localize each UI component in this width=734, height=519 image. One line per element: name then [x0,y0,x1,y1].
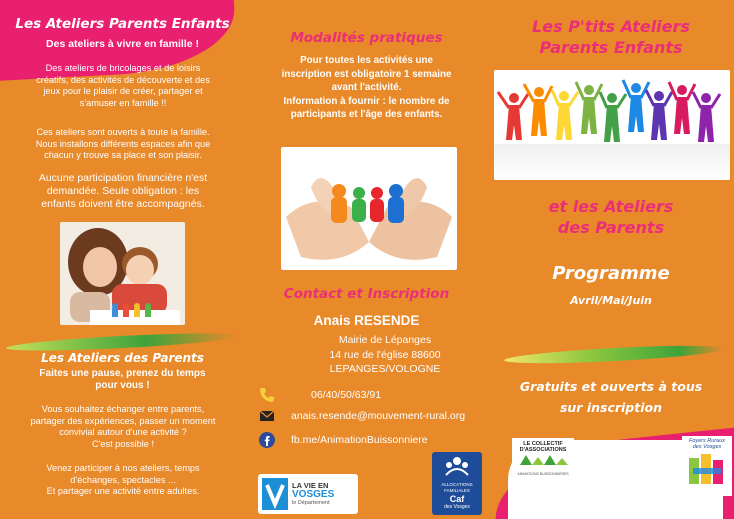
text-line: partager des expériences, passer un moment [30,415,216,426]
practical-info [251,54,482,122]
collectif-line3: ANIMATIONS BUISSONNIÈRES [517,472,569,476]
parents-section-subtitle [0,368,245,392]
contact-title: Contact et Inscription [283,286,450,302]
text-line: Des ateliers de bricolages et de loisirs [45,63,201,73]
free-participation-paragraph [12,172,234,211]
hands-clay-figures-photo [281,147,457,270]
text-line: pour vous ! [95,380,150,391]
text-line: s'amuser en famille !! [79,97,167,108]
facebook-row [259,432,479,448]
text-line: des Parents [557,218,665,237]
collectif-logo [512,438,574,490]
foyers-colored-blocks-icon [687,450,727,486]
foyers-line1: Foyers Ruraux [688,438,726,444]
text-line: convivial autour d'une activité ? [59,427,187,437]
text-line: Venez participer à nos ateliers, temps [46,463,200,473]
text-line: C'est possible ! [91,438,154,449]
text-line: Pour toutes les activités une [300,55,433,66]
mother-child-photo [60,222,185,325]
partners-list [574,440,678,481]
caf-logo [432,452,482,515]
contact-address [295,333,475,377]
text-line: LEPANGES/VOLOGNE [329,363,441,375]
text-line: Les P'tits Ateliers [532,17,690,36]
text-line: Gratuits et ouverts à tous [519,379,703,394]
panel-left [0,0,245,519]
vosges-line2: VOSGES [292,488,335,500]
text-line: chacun y trouve sa place et son plaisir. [44,150,202,160]
contact-name: Anais RESENDE [313,313,420,328]
text-line: avant l'activité. [331,82,402,93]
facebook-link[interactable]: fb.me/AnimationBuissonniere [291,434,428,446]
text-line: Faites une pause, prenez du temps [39,368,206,379]
text-line: créatifs, des activités de découverte et des [36,74,210,85]
partner-line: LE COLLECTIF D'ASSOCIATIONS [580,441,672,447]
facebook-icon [259,432,275,448]
partner-line: ANIMATIONS BUISSONNIERES [583,450,669,456]
cover-title [488,16,734,58]
free-open-text [488,376,734,418]
foyers-ruraux-logo [682,436,732,496]
text-line: 14 rue de l'église 88600 [329,348,441,361]
green-brush-stroke [504,342,724,366]
text-line: Parents Enfants [539,38,683,57]
cover-title-2 [488,196,734,238]
text-line: enfants doivent être accompagnés. [41,198,205,210]
caf-line2: FAMILIALES [444,488,470,493]
text-line: demandée. Seule obligation : les [46,185,200,197]
caf-line3: Caf [449,494,465,504]
programme-title: Programme [552,263,670,284]
text-line: Vous souhaitez échanger entre parents, [41,404,205,414]
collectif-trees-icon [518,453,568,467]
caf-line4: des Vosges [444,504,470,510]
partner-line: DES FOYERS RURAUX DES VOSGES [574,473,678,479]
phone-icon [259,387,275,403]
panel1-subtitle: Des ateliers à vivre en famille ! [46,38,199,50]
text-line: et les Ateliers [548,197,674,216]
text-line: jeux pour le plaisir de créer, partager et [43,86,203,96]
dancing-silhouettes-image [494,70,730,180]
phone-row [259,387,479,403]
phone-number[interactable]: 06/40/50/63/91 [311,389,382,401]
participate-paragraph [10,463,236,498]
email-link[interactable]: anais.resende@mouvement-rural.org [291,410,466,422]
collectif-line1: LE COLLECTIF [523,441,563,447]
mail-icon [259,408,275,424]
caf-line1: ALLOCATIONS [441,482,473,487]
vosges-line1: LA VIE EN [292,480,329,490]
vosges-line3: le Département [292,499,330,506]
vosges-v-icon [262,478,288,510]
foyers-line2: des Vosges [692,444,722,450]
caf-family-icon [444,455,470,477]
text-line: Aucune participation financière n'est [38,172,208,184]
exchange-paragraph [10,404,236,450]
text-line: sur inscription [559,400,663,415]
open-to-all-paragraph [12,127,234,162]
panel-right [488,0,734,519]
panel-middle [245,0,488,519]
panel1-title: Les Ateliers Parents Enfants [15,16,230,32]
text-line: Nous installons différents espaces afin que [35,138,211,149]
collectif-line2: D'ASSOCIATIONS [519,447,567,453]
email-row [259,408,479,424]
text-line: Et partager une activité entre adultes. [46,486,200,496]
vosges-logo [258,474,358,514]
text-line: participants et l'âge des enfants. [290,109,443,120]
text-line: Ces ateliers sont ouverts à toute la famille. [36,127,210,137]
parents-section-title: Les Ateliers des Parents [41,351,204,365]
practical-title: Modalités pratiques [290,30,443,46]
programme-months: Avril/Mai/Juin [570,294,652,307]
text-line: Information à fournir : le nombre de [283,95,450,107]
text-line: inscription est obligatoire 1 semaine [281,68,452,80]
intro-paragraph [14,63,232,109]
partner-line: LA FÉDÉRATION DÉPARTEMENTALE [575,464,677,470]
text-line: d'échanges, spectacles ... [70,474,176,485]
text-line: Mairie de Lépanges [338,334,432,346]
